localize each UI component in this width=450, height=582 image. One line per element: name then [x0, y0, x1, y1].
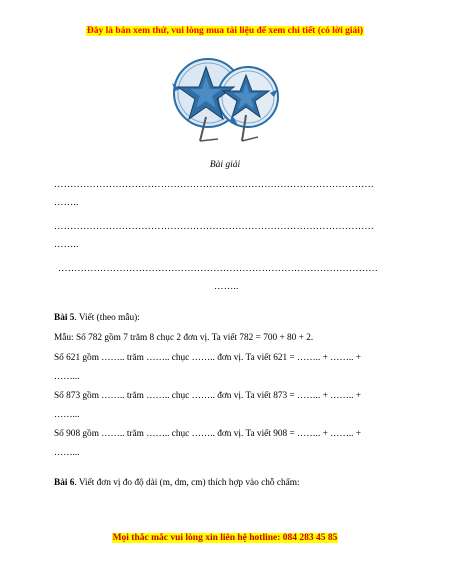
star-lantern-illustration: [166, 55, 282, 145]
bai5-item-1-cont: ……...: [54, 372, 80, 382]
answer-line-3: ………………………………………………………………………………………: [58, 264, 379, 274]
bai5-item-3-cont: ……...: [54, 448, 80, 458]
answer-line-1: ………………………………………………………………………………………: [54, 180, 375, 190]
bai5-item-2: Số 873 gồm …….. trăm …….. chục …….. đơn vị. Ta viết 873 = …….. + …….. +: [54, 391, 361, 401]
hotline-banner: [0, 533, 450, 543]
bai5-item-2-cont: ……...: [54, 410, 80, 420]
bai6-title: . Viết đơn vị đo độ dài (m, dm, cm) thích hợp vào chỗ chấm:: [74, 478, 300, 488]
answer-line-2-cont: ……..: [54, 240, 79, 250]
preview-banner-text: Đây là bản xem thử, vui lòng mua tài liệu để xem chi tiết (có lời giải): [86, 26, 364, 36]
hotline-banner-text: Mọi thắc mắc vui lòng xin liên hệ hotline: 084 283 45 85: [112, 533, 338, 543]
bai5-heading: [54, 313, 140, 323]
bai5-item-3: Số 908 gồm …….. trăm …….. chục …….. đơn vị. Ta viết 908 = …….. + …….. +: [54, 429, 361, 439]
answer-line-2: ………………………………………………………………………………………: [54, 222, 375, 232]
bai6-label: Bài 6: [54, 478, 75, 488]
bai5-title: . Viết (theo mẫu):: [74, 313, 140, 323]
bai5-item-1: Số 621 gồm …….. trăm …….. chục …….. đơn vị. Ta viết 621 = …….. + …….. +: [54, 353, 361, 363]
bai6-heading: [54, 478, 300, 488]
preview-banner: [0, 26, 450, 36]
bai5-example: Mẫu: Số 782 gồm 7 trăm 8 chục 2 đơn vị. Ta viết 782 = 700 + 80 + 2.: [54, 333, 314, 343]
answer-line-1-cont: ……..: [54, 198, 79, 208]
answer-line-3-cont: ……..: [214, 282, 239, 292]
bai5-label: Bài 5: [54, 313, 75, 323]
solution-label: Bài giải: [209, 160, 241, 170]
